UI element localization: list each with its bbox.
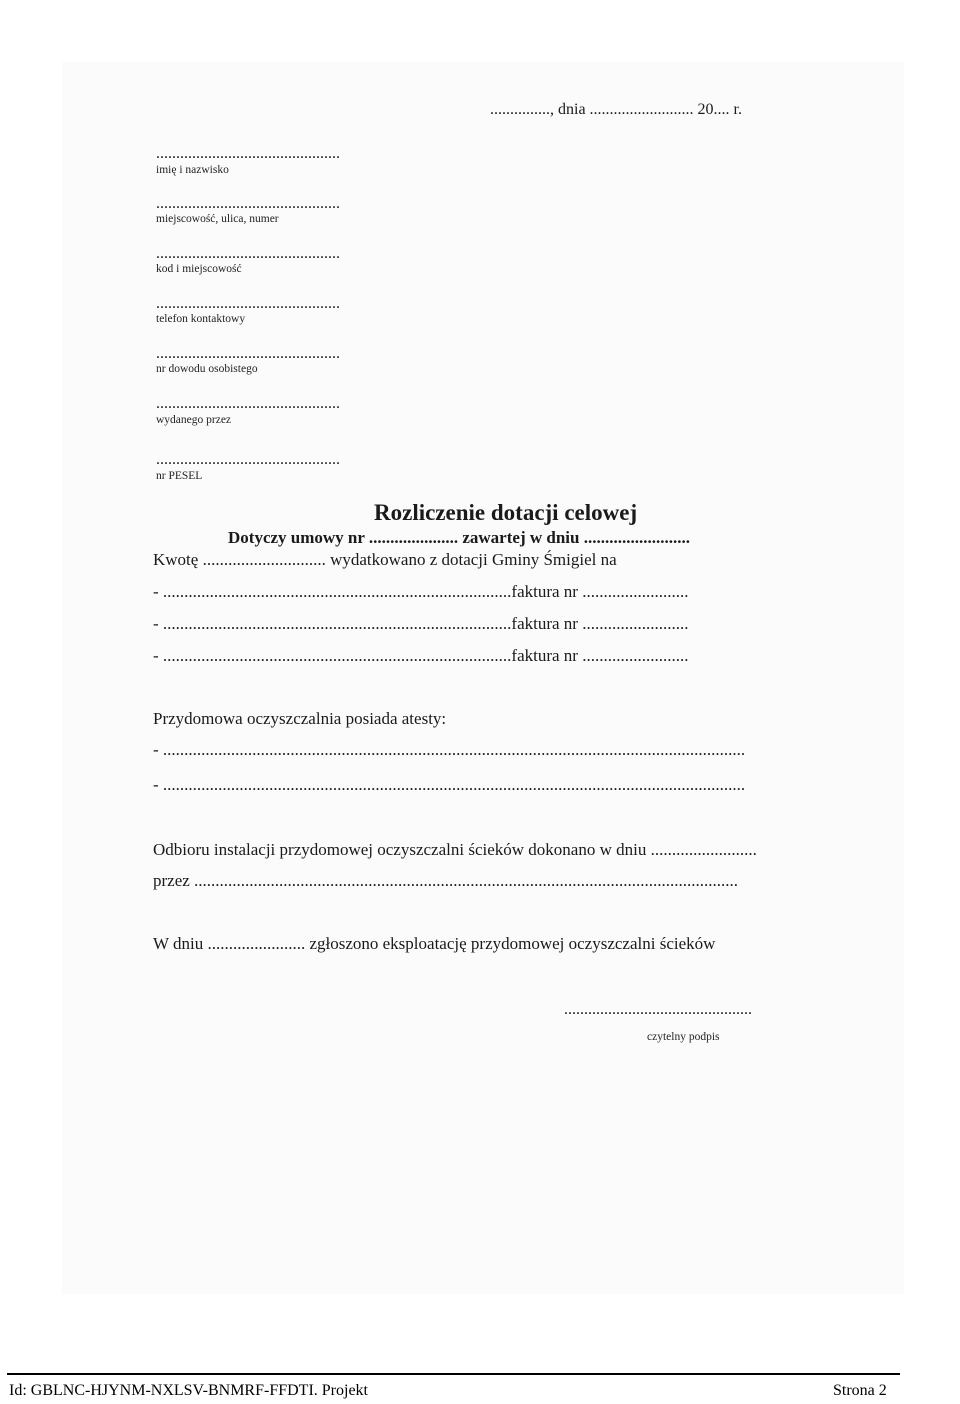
- attest-heading: Przydomowa oczyszczalnia posiada atesty:: [153, 709, 447, 728]
- operation-line: W dniu ....................... zgłoszono eksploatację przydomowej oczyszczalni ścieków: [153, 934, 716, 953]
- field-label: kod i miejscowość: [156, 263, 242, 275]
- signature-dots: ...............................................: [564, 1001, 752, 1018]
- field-label: nr dowodu osobistego: [156, 363, 258, 375]
- acceptance-by-line: przez ................................................................................................................................: [153, 871, 739, 890]
- contract-line: Dotyczy umowy nr ..................... zawartej w dniu .........................: [228, 528, 690, 547]
- field-label: wydanego przez: [156, 414, 232, 426]
- field-label: imię i nazwisko: [156, 164, 229, 176]
- field-dots: ..............................................: [156, 195, 340, 212]
- footer-page-number: Strona 2: [833, 1382, 887, 1399]
- footer-divider: [7, 1373, 900, 1375]
- field-dots: ..............................................: [156, 345, 340, 362]
- field-dots: ..............................................: [156, 395, 340, 412]
- attest-line: - .........................................................................................................................................: [153, 775, 746, 794]
- acceptance-line: Odbioru instalacji przydomowej oczyszczalni ścieków dokonano w dniu .........................: [153, 840, 757, 859]
- date-line: ..............., dnia .......................... 20.... r.: [490, 101, 742, 118]
- field-dots: ..............................................: [156, 245, 340, 262]
- invoice-line: - ..................................................................................faktura nr .........................: [153, 614, 689, 633]
- document-title: Rozliczenie dotacji celowej: [374, 500, 638, 525]
- field-label: nr PESEL: [156, 470, 203, 482]
- field-label: telefon kontaktowy: [156, 313, 246, 325]
- field-dots: ..............................................: [156, 295, 340, 312]
- footer-id: Id: GBLNC-HJYNM-NXLSV-BNMRF-FFDTI. Projekt: [9, 1382, 368, 1399]
- field-dots: ..............................................: [156, 145, 340, 162]
- amount-line: Kwotę ............................. wydatkowano z dotacji Gminy Śmigiel na: [153, 550, 617, 569]
- field-label: miejscowość, ulica, numer: [156, 213, 279, 225]
- invoice-line: - ..................................................................................faktura nr .........................: [153, 582, 689, 601]
- signature-label: czytelny podpis: [647, 1031, 720, 1043]
- invoice-line: - ..................................................................................faktura nr .........................: [153, 646, 689, 665]
- attest-line: - .........................................................................................................................................: [153, 740, 746, 759]
- field-dots: ..............................................: [156, 451, 340, 468]
